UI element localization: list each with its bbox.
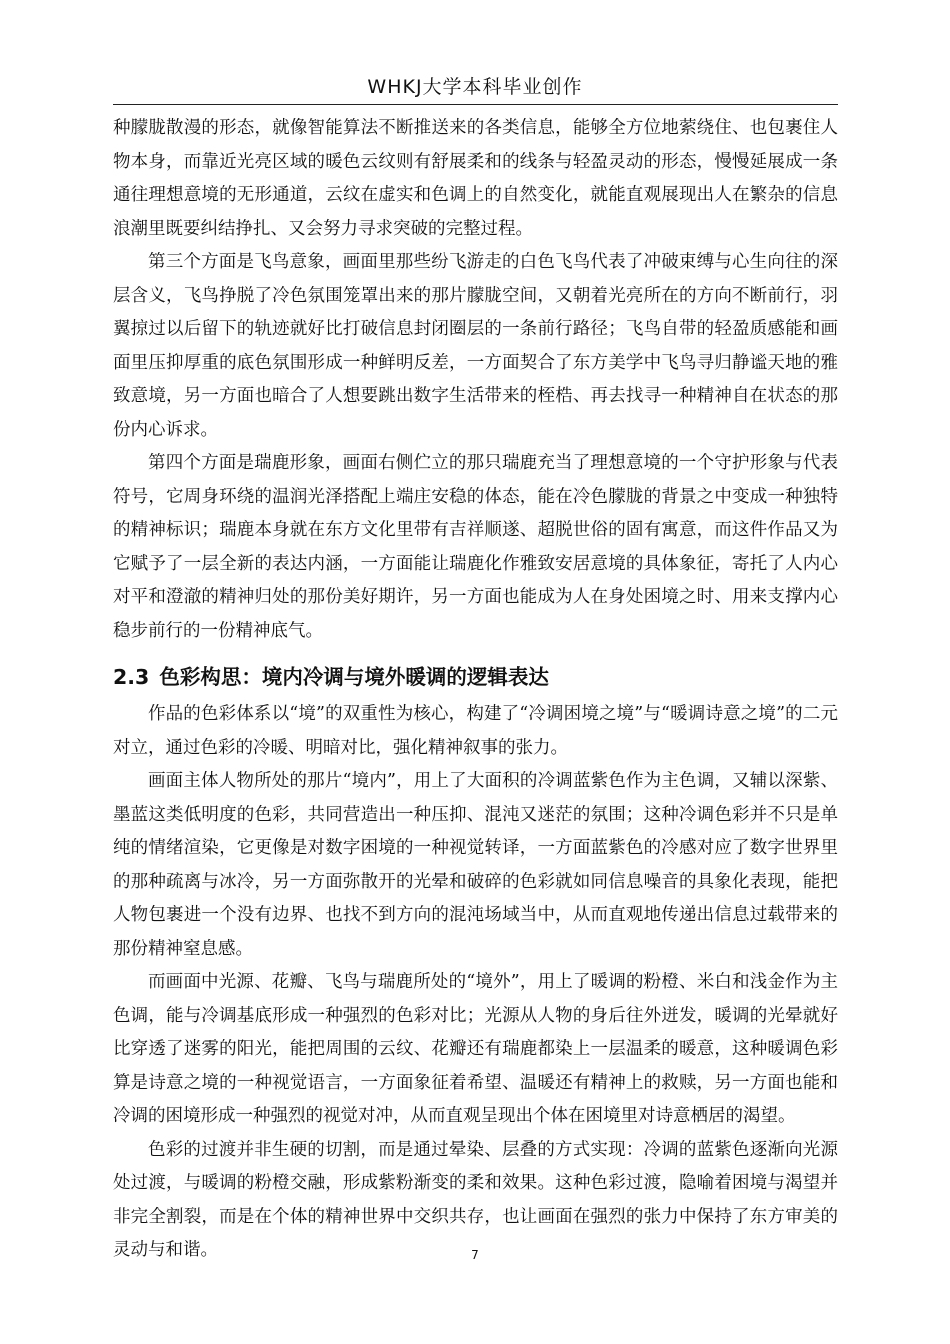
body-paragraph: 第三个方面是飞鸟意象，画面里那些纷飞游走的白色飞鸟代表了冲破束缚与心生向往的深层含义，飞鸟挣脱了冷色氛围笼罩出来的那片朦胧空间，又朝着光亮所在的方向不断前行，羽翼掠过以后留下的轨迹就好比打破信息封闭圈层的一条前行路径；飞鸟自带的轻盈质感能和画面里压抑厚重的底色氛围形成一种鲜明反差，一方面契合了东方美学中飞鸟寻归静谧天地的雅致意境，另一方面也暗合了人想要跳出数字生活带来的桎梏、再去找寻一种精神自在状态的那份内心诉求。 (113, 252, 838, 440)
body-paragraph: 色彩的过渡并非生硬的切割，而是通过晕染、层叠的方式实现：冷调的蓝紫色逐渐向光源处过渡，与暖调的粉橙交融，形成紫粉渐变的柔和效果。这种色彩过渡，隐喻着困境与渴望并非完全割裂，而是在个体的精神世界中交织共存，也让画面在强烈的张力中保持了东方审美的灵动与和谐。 (113, 1139, 838, 1260)
page-body (113, 112, 838, 1268)
header-rule (113, 104, 838, 105)
body-paragraph: 作品的色彩体系以“境”的双重性为核心，构建了“冷调困境之境”与“暖调诗意之境”的二元对立，通过色彩的冷暖、明暗对比，强化精神叙事的张力。 (113, 704, 838, 758)
section-title: 色彩构思：境内冷调与境外暖调的逻辑表达 (159, 665, 549, 689)
section-heading (113, 656, 838, 698)
section-number: 2.3 (113, 665, 150, 689)
body-paragraph: 第四个方面是瑞鹿形象，画面右侧伫立的那只瑞鹿充当了理想意境的一个守护形象与代表符号，它周身环绕的温润光泽搭配上端庄安稳的体态，能在冷色朦胧的背景之中变成一种独特的精神标识；瑞鹿本身就在东方文化里带有吉祥顺遂、超脱世俗的固有寓意，而这件作品又为它赋予了一层全新的表达内涵，一方面能让瑞鹿化作雅致安居意境的具体象征，寄托了人内心对平和澄澈的精神归处的那份美好期许，另一方面也能成为人在身处困境之时、用来支撑内心稳步前行的一份精神底气。 (113, 453, 838, 641)
body-paragraph: 画面主体人物所处的那片“境内”，用上了大面积的冷调蓝紫色作为主色调，又辅以深紫、墨蓝这类低明度的色彩，共同营造出一种压抑、混沌又迷茫的氛围；这种冷调色彩并不只是单纯的情绪渲染，它更像是对数字困境的一种视觉转译，一方面蓝紫色的冷感对应了数字世界里的那种疏离与冰冷，另一方面弥散开的光晕和破碎的色彩就如同信息噪音的具象化表现，能把人物包裹进一个没有边界、也找不到方向的混沌场域当中，从而直观地传递出信息过载带来的那份精神窒息感。 (113, 771, 838, 959)
body-paragraph: 而画面中光源、花瓣、飞鸟与瑞鹿所处的“境外”，用上了暖调的粉橙、米白和浅金作为主色调，能与冷调基底形成一种强烈的色彩对比；光源从人物的身后往外迸发，暖调的光晕就好比穿透了迷雾的阳光，能把周围的云纹、花瓣还有瑞鹿都染上一层温柔的暖意，这种暖调色彩算是诗意之境的一种视觉语言，一方面象征着希望、温暖还有精神上的救赎，另一方面也能和冷调的困境形成一种强烈的视觉对冲，从而直观呈现出个体在困境里对诗意栖居的渴望。 (113, 972, 838, 1126)
body-paragraph: 种朦胧散漫的形态，就像智能算法不断推送来的各类信息，能够全方位地萦绕住、也包裹住人物本身，而靠近光亮区域的暖色云纹则有舒展柔和的线条与轻盈灵动的形态，慢慢延展成一条通往理想意境的无形通道，云纹在虚实和色调上的自然变化，就能直观展现出人在繁杂的信息浪潮里既要纠结挣扎、又会努力寻求突破的完整过程。 (113, 118, 838, 239)
running-header: WHKJ大学本科毕业创作 (367, 76, 583, 98)
page-number: 7 (471, 1248, 479, 1262)
